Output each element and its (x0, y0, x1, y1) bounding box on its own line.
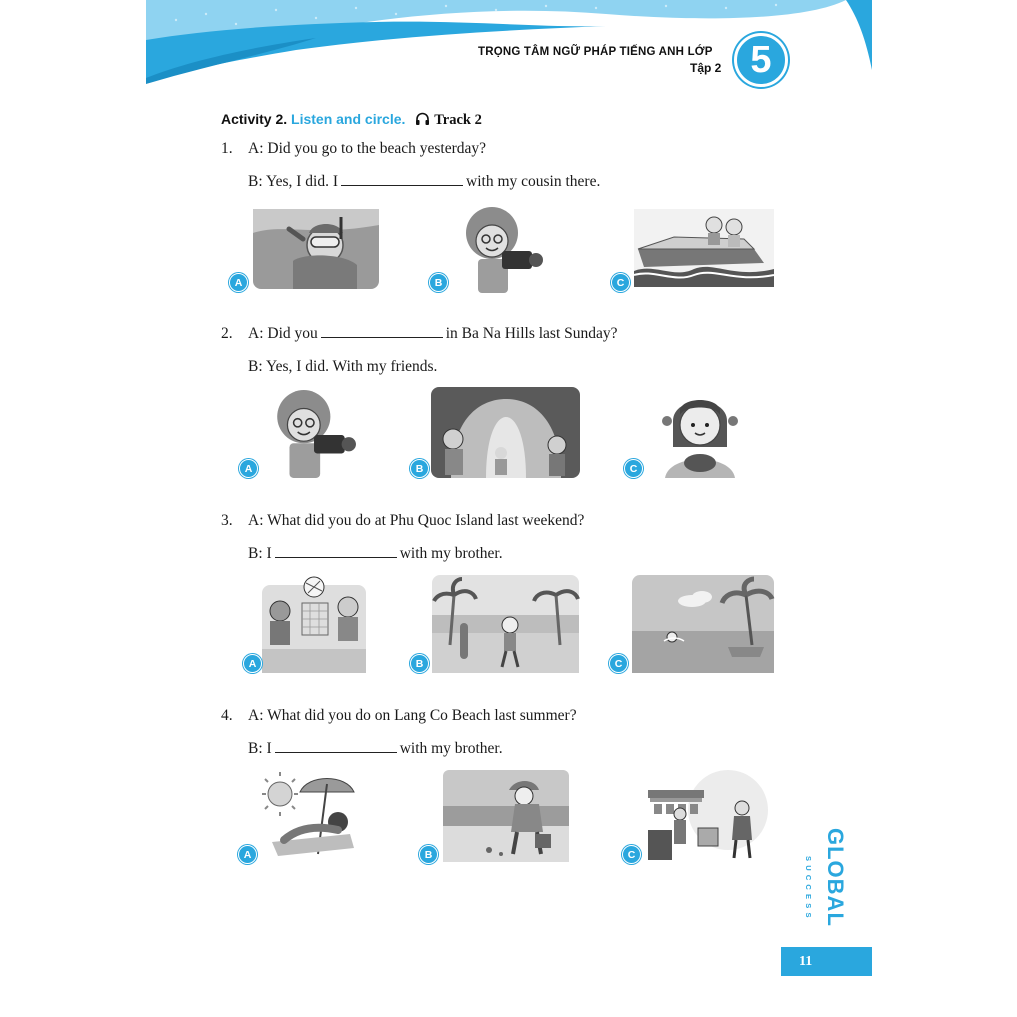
picture-beach-volleyball[interactable] (262, 575, 366, 673)
answer-suffix: with my brother. (399, 545, 503, 562)
option-badge-c[interactable]: C (609, 654, 628, 673)
question-text: A: What did you do at Phu Quoc Island last weekend? (248, 512, 585, 529)
track-label: Track 2 (434, 112, 482, 128)
answer-prefix: B: I (248, 740, 272, 757)
picture-shopping[interactable] (646, 770, 761, 862)
book-title: TRỌNG TÂM NGỮ PHÁP TIẾNG ANH LỚP (478, 46, 713, 58)
answer-suffix: with my cousin there. (466, 173, 601, 190)
question-2-line-a (221, 325, 618, 343)
logo-subword: SUCCESS (804, 856, 813, 922)
option-badge-a[interactable]: A (243, 654, 262, 673)
picture-walking-on-beach[interactable] (432, 575, 579, 673)
question-text: A: Did you go to the beach yesterday? (248, 140, 487, 157)
grade-badge: 5 (734, 33, 788, 87)
question-suffix: in Ba Na Hills last Sunday? (445, 325, 618, 342)
option-badge-b[interactable]: B (419, 845, 438, 864)
picture-exploring-cave[interactable] (431, 387, 580, 478)
option-badge-c[interactable]: C (624, 459, 643, 478)
option-badge-a[interactable]: A (229, 273, 248, 292)
question-4-line-a (221, 707, 577, 725)
option-badge-b[interactable]: B (410, 654, 429, 673)
logo-word: GLOBAL (823, 828, 848, 927)
activity-heading (221, 111, 482, 129)
picture-sunbathing[interactable] (260, 770, 360, 862)
answer-suffix: with my brother. (399, 740, 503, 757)
option-badge-a[interactable]: A (239, 459, 258, 478)
question-3-line-b (248, 545, 503, 563)
activity-instruction: Listen and circle. (291, 111, 406, 127)
answer-blank[interactable] (321, 325, 443, 338)
question-1-line-a (221, 140, 486, 158)
question-number: 3. (221, 512, 233, 529)
question-text: A: What did you do on Lang Co Beach last summer? (248, 707, 577, 724)
question-4-line-b (248, 740, 503, 758)
option-badge-c[interactable]: C (611, 273, 630, 292)
option-badge-c[interactable]: C (622, 845, 641, 864)
question-3-line-a (221, 512, 584, 530)
picture-swimming-in-sea[interactable] (632, 575, 774, 673)
answer-prefix: B: Yes, I did. I (248, 173, 339, 190)
question-prefix: A: Did you (248, 325, 318, 342)
option-badge-a[interactable]: A (238, 845, 257, 864)
picture-taking-photos[interactable] (268, 388, 358, 478)
picture-taking-photos[interactable] (458, 205, 544, 293)
answer-blank[interactable] (275, 545, 397, 558)
book-volume: Tập 2 (690, 61, 722, 75)
answer-blank[interactable] (275, 740, 397, 753)
picture-snorkeling[interactable] (253, 203, 379, 289)
global-success-logo (800, 826, 848, 936)
question-1-line-b (248, 173, 600, 191)
question-number: 1. (221, 140, 233, 157)
answer-prefix: B: I (248, 545, 272, 562)
question-2-line-b (248, 358, 437, 376)
option-badge-b[interactable]: B (410, 459, 429, 478)
question-number: 4. (221, 707, 233, 724)
picture-collecting-shells[interactable] (443, 770, 569, 862)
option-badge-b[interactable]: B (429, 273, 448, 292)
activity-label: Activity 2. (221, 111, 288, 127)
page-number: 11 (781, 947, 872, 976)
answer-blank[interactable] (341, 173, 463, 186)
picture-speedboat-ride[interactable] (634, 209, 774, 287)
question-number: 2. (221, 325, 233, 342)
picture-girl-with-food[interactable] (655, 387, 745, 478)
answer-text: B: Yes, I did. With my friends. (248, 358, 438, 375)
headphones-icon (415, 112, 430, 126)
